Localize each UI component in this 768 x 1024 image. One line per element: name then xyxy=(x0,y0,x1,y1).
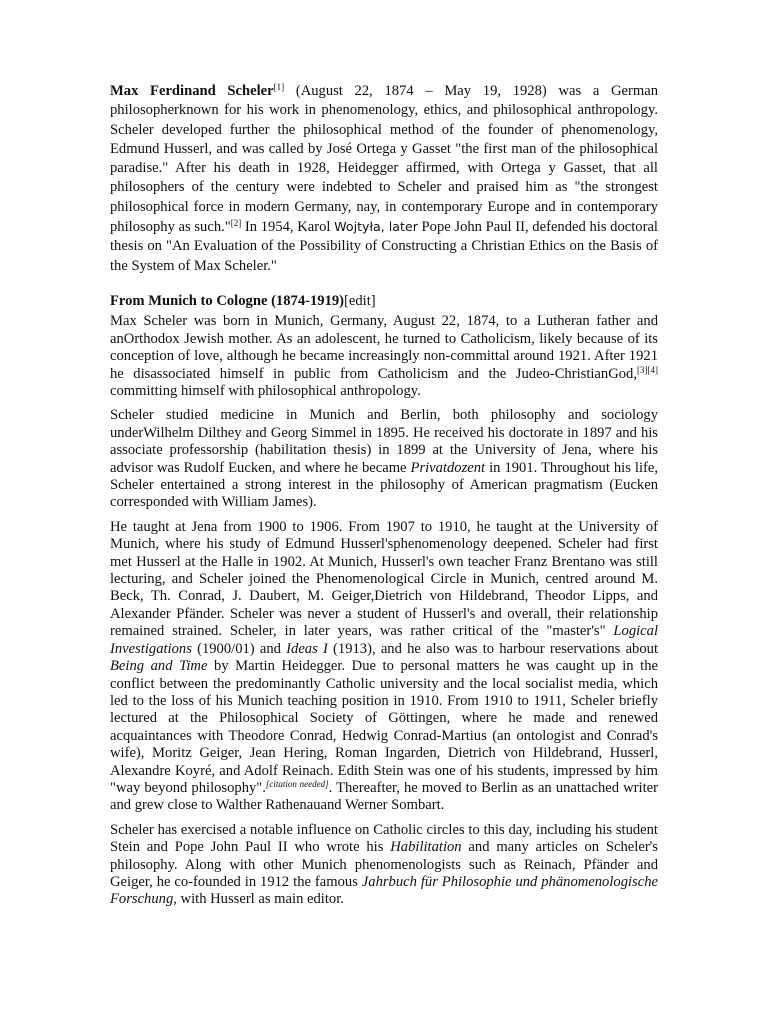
p3-italic-1: Logical Investigations xyxy=(110,623,658,657)
p4-text-1: Scheler has exercised a notable influence on Catholic circles to this day, including his student Stein and Pope John Paul II who wrote his xyxy=(110,821,658,856)
p3-text-3: (1913), and he also was to harbour reservations about xyxy=(327,640,658,657)
edit-link[interactable]: [edit] xyxy=(344,292,376,309)
intro-text-1: (August 22, 1874 – May 19, 1928) was a German philosopherknown for his work in phenomenology, ethics, and philosophical anthropology. Scheler developed further the philosophical method of the founder of phenomenology, Edmund Husserl, and was called by José Ortega y Gasset "the first man of the philosophical paradise." After his death in 1928, Heidegger affirmed, with Ortega y Gasset, that all philosophers of the century were indebted to Scheler and praised him as "the strongest philosophical force in modern Germany, nay, in contemporary Europe and in contemporary philosophy as such." xyxy=(110,83,658,236)
reference-1[interactable]: [1] xyxy=(273,82,285,92)
p3-text-5: . Thereafter, he moved to Berlin as an unattached writer and grew close to Walther Rathenauand Werner Sombart. xyxy=(110,779,658,814)
p2-italic: Privatdozent xyxy=(410,459,486,476)
document-page xyxy=(110,82,658,916)
p3-italic-3: Being and Time xyxy=(110,658,208,675)
section-title: From Munich to Cologne (1874-1919) xyxy=(110,292,345,309)
paragraph-jena-munich xyxy=(110,519,658,815)
p4-text-2: and many articles on Scheler's philosophy. Along with other Munich phenomenologists such as Reinach, Pfänder and Geiger, he co-founded in 1912 the famous xyxy=(110,839,658,890)
intro-paragraph xyxy=(110,82,658,276)
paragraph-education xyxy=(110,407,658,511)
p4-italic-2: Jahrbuch für Philosophie und phänomenologische Forschung xyxy=(110,873,658,908)
p2-text-2: in 1901. Throughout his life, Scheler entertained a strong interest in the philosophy of American pragmatism (Eucken corresponded with William James). xyxy=(110,459,658,511)
paragraph-birth xyxy=(110,313,658,400)
p1-text-2: committing himself with philosophical anthropology. xyxy=(110,383,421,399)
intro-text-3: Pope John Paul II, defended his doctoral thesis on "An Evaluation of the Possibility of Constructing a Christian Ethics on the Basis of the System of Max Scheler." xyxy=(110,219,658,274)
subject-name: Max Ferdinand Scheler xyxy=(110,83,274,99)
wojtyla-name: Wojtyła, later xyxy=(334,219,418,235)
p1-text-1: Max Scheler was born in Munich, Germany, August 22, 1874, to a Lutheran father and anOrthodox Jewish mother. As an adolescent, he turned to Catholicism, likely because of its conception of love, although he became increasingly non-committal around 1921. After 1921 he disassociated himself in public from Catholicism and the Judeo-ChristianGod, xyxy=(110,313,658,382)
p2-text-1: Scheler studied medicine in Munich and Berlin, both philosophy and sociology underWilhelm Dilthey and Georg Simmel in 1895. He received his doctorate in 1897 and his associate professorship (habilitation thesis) in 1899 at the University of Jena, where his advisor was Rudolf Eucken, and where he became xyxy=(110,407,658,476)
p3-text-1: He taught at Jena from 1900 to 1906. From 1907 to 1910, he taught at the University of Munich, where his study of Edmund Husserl'sphenomenology deepened. Scheler had first met Husserl at the Halle in 1902. At Munich, Husserl's own teacher Franz Brentano was still lecturing, and Scheler joined the Phenomenological Circle in Munich, centred around M. Beck, Th. Conrad, J. Daubert, M. Geiger,Dietrich von Hildebrand, Theodor Lipps, and Alexander Pfänder. Scheler was never a student of Husserl's and overall, their relationship remained strained. Scheler, in later years, was rather critical of the "master's" xyxy=(110,518,658,640)
citation-needed[interactable]: [citation needed] xyxy=(265,778,329,789)
section-heading xyxy=(110,293,658,310)
p3-text-2: (1900/01) and xyxy=(191,640,287,657)
p4-text-3: , with Husserl as main editor. xyxy=(173,891,344,908)
intro-text-2: In 1954, Karol xyxy=(241,219,335,236)
reference-3-4[interactable]: [3][4] xyxy=(637,364,658,375)
p3-text-4: by Martin Heidegger. Due to personal matters he was caught up in the conflict between the predominantly Catholic university and the local socialist media, which led to the loss of his Munich teaching position in 1910. From 1910 to 1911, Scheler briefly lectured at the Philosophical Society of Göttingen, where he made and renewed acquaintances with Theodore Conrad, Hedwig Conrad-Martius (an ontologist and Conrad's wife), Moritz Geiger, Jean Hering, Roman Ingarden, Dietrich von Hildebrand, Husserl, Alexandre Koyré, and Adolf Reinach. Edith Stein was one of his students, impressed by him "way beyond philosophy". xyxy=(110,658,658,796)
reference-2[interactable]: [2] xyxy=(230,218,242,229)
p4-italic-1: Habilitation xyxy=(390,839,462,856)
p3-italic-2: Ideas I xyxy=(286,640,328,657)
paragraph-influence xyxy=(110,822,658,909)
